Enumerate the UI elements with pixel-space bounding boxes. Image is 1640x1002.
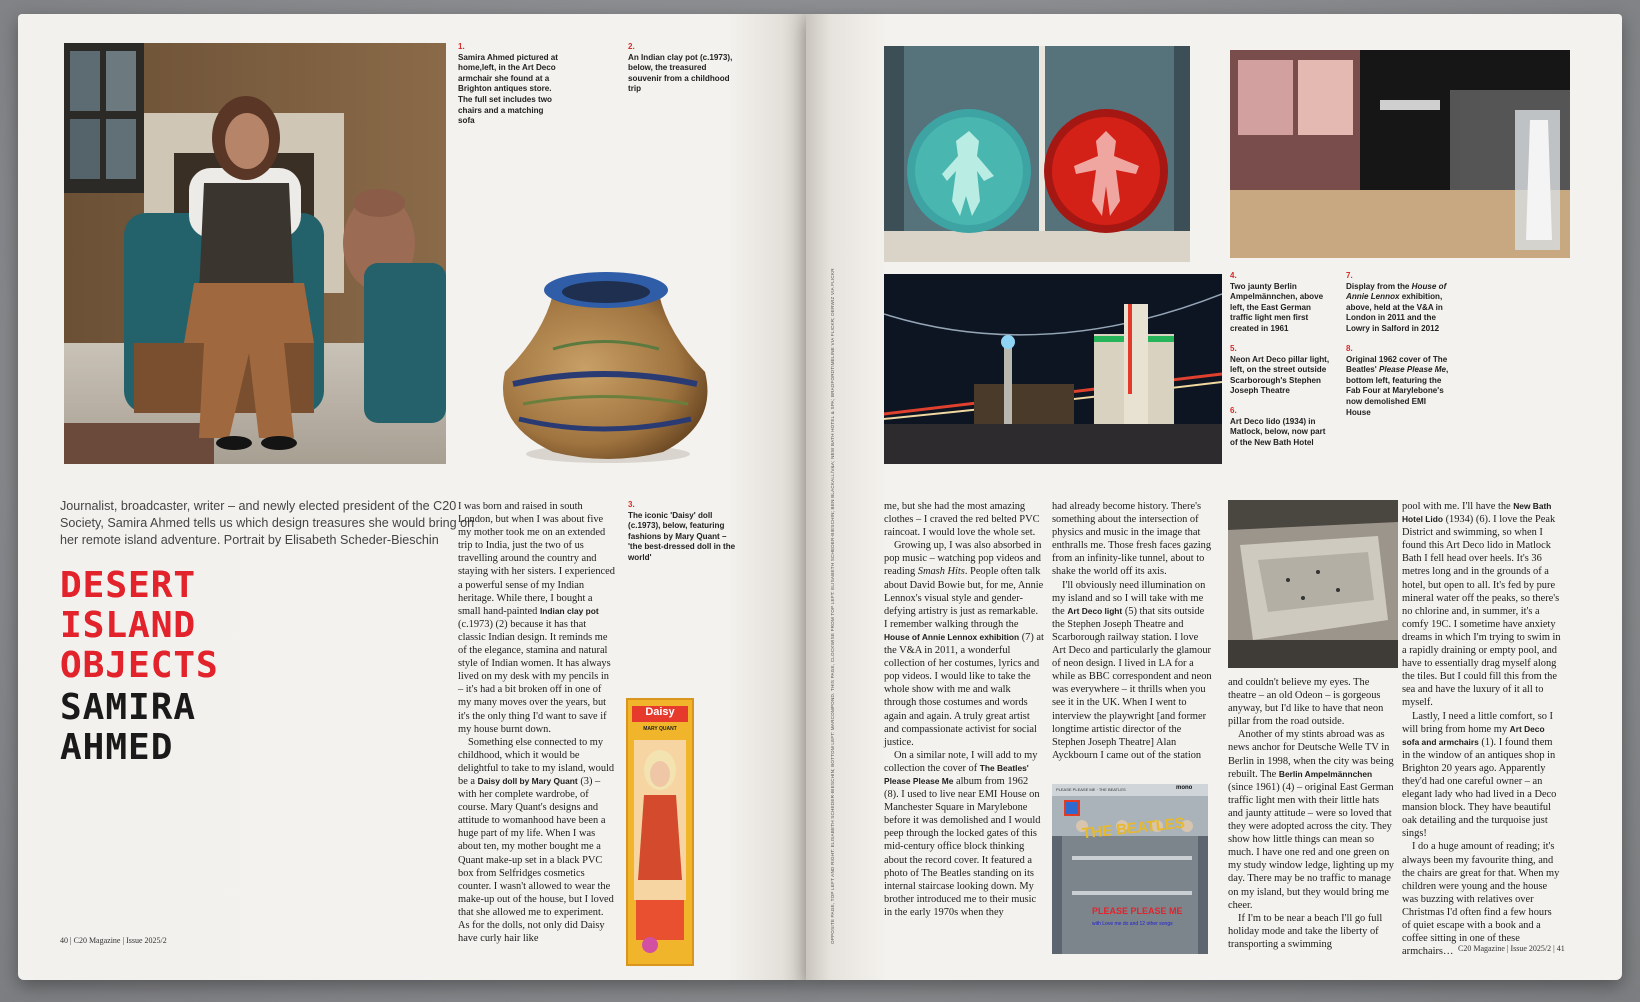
caption-8: 8. Original 1962 cover of The Beatles' Please Please Me, bottom left, featuring the Fab Four at Marylebone's now demolished EMI House bbox=[1346, 344, 1449, 417]
photo-credit: OPPOSITE PAGE, TOP LEFT AND RIGHT: ELISABETH SCHEDER-BIESCHIN; BOTTOM LEFT: MARCOMPOND. THIS PAGE, CLOCKWISE FROM TOP LEFT: ELISABETH SCHEDER-BIESCHIN; BEN BLACKALL/V&A; NEW BATH HOTEL & SPA; BRADFORDTIMELINE VIA FLICKR; DERWIZ VIA FLICKR bbox=[830, 268, 835, 944]
album-band-title: THE BEATLES bbox=[1081, 814, 1186, 843]
title-line-objects: OBJECTS bbox=[60, 645, 219, 686]
caption-5: 5. Neon Art Deco pillar light, left, on the street outside Scarborough's Stephen Joseph Theatre bbox=[1230, 344, 1330, 396]
doll-box-maker: MARY QUANT bbox=[643, 726, 677, 732]
title-line-samira: SAMIRA bbox=[60, 687, 197, 728]
album-title: PLEASE PLEASE ME bbox=[1092, 906, 1183, 916]
portrait-photo bbox=[64, 43, 446, 464]
daisy-doll-photo bbox=[626, 698, 694, 966]
caption-4: 4. Two jaunty Berlin Ampelmännchen, above left, the East German traffic light men first created in 1961 bbox=[1230, 271, 1324, 333]
title-line-ahmed: AHMED bbox=[60, 727, 174, 768]
caption-2: 2. An Indian clay pot (c.1973), below, the treasured souvenir from a childhood trip bbox=[628, 42, 733, 94]
left-folio: 40 | C20 Magazine | Issue 2025/2 bbox=[60, 936, 167, 945]
right-body-column-4: pool with me. I'll have the New Bath Hotel Lido (1934) (6). I love the Peak District and swimming, so when I found this Art Deco lido in Matlock Bath I fell head over heels. It's 36 metres long and in the grounds of a hotel, but open to all. It's fed by pure mineral water off the peaks, so there's no chlorine and, in summer, it's a comfy 19C. I sometime have anxiety dreams in which I'm trying to swim in a rapidly draining or empty pool, and have to essentially drag myself along the tiles. But I could fill this from the sea and have the luxury of it all to myself. Lastly, I need a little comfort, so I will bring from home my Art Deco sofa and armchairs (1). I found them in the window of an antiques shop in Brighton 20 years ago. Apparently they'd had one careful owner – an elegant lady who had lived in a Deco mansion block. They have beautiful oak detailing and the turquoise just sings! I do a huge amount of reading; it's always been my favourite thing, and the chairs are great for that. When my children were young and the house was buzzing with relatives over Christmas I'd often find a few hours of quiet escape with a book and a coffee sitting in one of these armchairs… bbox=[1402, 501, 1561, 958]
right-page bbox=[806, 14, 1622, 980]
title-line-desert: DESERT bbox=[60, 565, 197, 606]
left-page bbox=[18, 14, 806, 980]
right-folio: C20 Magazine | Issue 2025/2 | 41 bbox=[1458, 944, 1565, 953]
intro-standfirst: Journalist, broadcaster, writer – and newly elected president of the C20 Society, Samira Ahmed tells us which design treasures she would bring on her remote island adventure. Portrait by Elisabeth Scheder-Bieschin bbox=[60, 499, 475, 548]
caption-7: 7. Display from the House of Annie Lennox exhibition, above, held at the V&A in London in 2011 and the Lowry in Salford in 2012 bbox=[1346, 271, 1447, 333]
caption-6: 6. Art Deco lido (1934) in Matlock, below, now part of the New Bath Hotel bbox=[1230, 406, 1326, 447]
right-body-column-2: had already become history. There's something about the intersection of physics and music in the image that enthralls me. Those fresh faces gazing from an infinity-like tunnel, about to shake the world off its axis. I'll obviously need illumination on my island and so I will take with me the Art Deco light (5) that sits outside the Stephen Joseph Theatre and Scarborough railway station. I love Art Deco and particularly the glamour of neon design. I lived in LA for a while as BBC correspondent and neon was everywhere – it thrills when you see it in the UK. When I went to interview the playwright [and former longtime artistic director of the Stephen Joseph Theatre] Alan Ayckbourn I came out of the station bbox=[1052, 501, 1212, 761]
album-top-label: PLEASE PLEASE ME · THE BEATLES bbox=[1056, 787, 1126, 792]
ampelmannchen-photo bbox=[884, 46, 1190, 262]
clay-pot-photo bbox=[483, 254, 728, 469]
caption-3: 3. The iconic 'Daisy' doll (c.1973), below, featuring fashions by Mary Quant – 'the best-dressed doll in the world' bbox=[628, 500, 736, 562]
beatles-album-photo bbox=[1052, 784, 1208, 954]
album-subtitle: with Love me do and 12 other songs bbox=[1092, 921, 1173, 927]
scarborough-neon-photo bbox=[884, 274, 1222, 464]
right-body-column-3: and couldn't believe my eyes. The theatre – an old Odeon – is gorgeous anyway, but I'd like to have that neon pillar from the road outside. Another of my stints abroad was as news anchor for Deutsche Welle TV in Berlin in 1998, when the city was being rebuilt. The Berlin Ampelmännchen (since 1961) (4) – original East German traffic light men with their little hats and jaunty attitude – were so loved that they were adopted across the city. They show how little things can mean so much. I have one red and one green on my study window ledge, lighting up my day. There may be no traffic to manage on my island, but they would bring me cheer. If I'm to be near a beach I'll go full holiday mode and take the liberty of transporting a swimming bbox=[1228, 677, 1394, 950]
caption-1: 1. Samira Ahmed pictured at home,left, in the Art Deco armchair she found at a Brighton antiques store. The full set includes two chairs and a matching sofa bbox=[458, 42, 558, 126]
doll-box-brand: Daisy bbox=[632, 706, 688, 722]
lido-photo bbox=[1228, 500, 1398, 668]
left-body-column: I was born and raised in south London, but when I was about five my mother took me on an extended trip to India, just the two of us travelling around the country and staying with her sisters. I experienced a powerful sense of my Indian heritage. While there, I bought a small hand-painted Indian clay pot (c.1973) (2) because it has that classic Indian design. It reminds me of the elegance, stamina and natural style of Indian women. It has always lived on my desk with my pencils in – it's had a bit broken off in one of my many moves over the years, but it's the only thing I'd want to save if my house burnt down. Something else connected to my childhood, which it would be delightful to take to my island, would be a Daisy doll by Mary Quant (3) – with her complete wardrobe, of course. Mary Quant's designs and attitude to womanhood have been a huge part of my life. When I was about ten, my mother bought me a Quant make-up set in a black PVC box from Selfridges cosmetics counter. I wasn't allowed to wear the make-up out of the house, but I loved that she allowed me to experiment. As for the dolls, not only did Daisy have curly hair like bbox=[458, 501, 615, 945]
annie-lennox-exhibition-photo bbox=[1230, 50, 1570, 258]
title-line-island: ISLAND bbox=[60, 605, 197, 646]
album-mono-label: mono bbox=[1176, 785, 1193, 791]
right-body-column-1: me, but she had the most amazing clothes – I craved the red belted PVC raincoat. I would love the whole set. Growing up, I was also absorbed in pop music – watching pop videos and reading Smash Hits. People often talk about David Bowie but, for me, Annie Lennox's visual style and gender-defying artistry is just as remarkable. I remember walking through the House of Annie Lennox exhibition (7) at the V&A in 2011, a wonderful collection of her costumes, lyrics and pop videos. I would like to take the whole show with me and walk through those costumes and words again and again. A truly great artist and compassionate activist for social justice. On a similar note, I will add to my collection the cover of The Beatles' Please Please Me album from 1962 (8). I used to live near EMI House on Manchester Square in Marylebone before it was demolished and I would peep through the locked gates of this mid-century office block thinking about the record cover. It featured a photo of The Beatles standing on its internal staircase looking down. My brother introduced me to their music in the early 1970s when they bbox=[884, 501, 1044, 918]
